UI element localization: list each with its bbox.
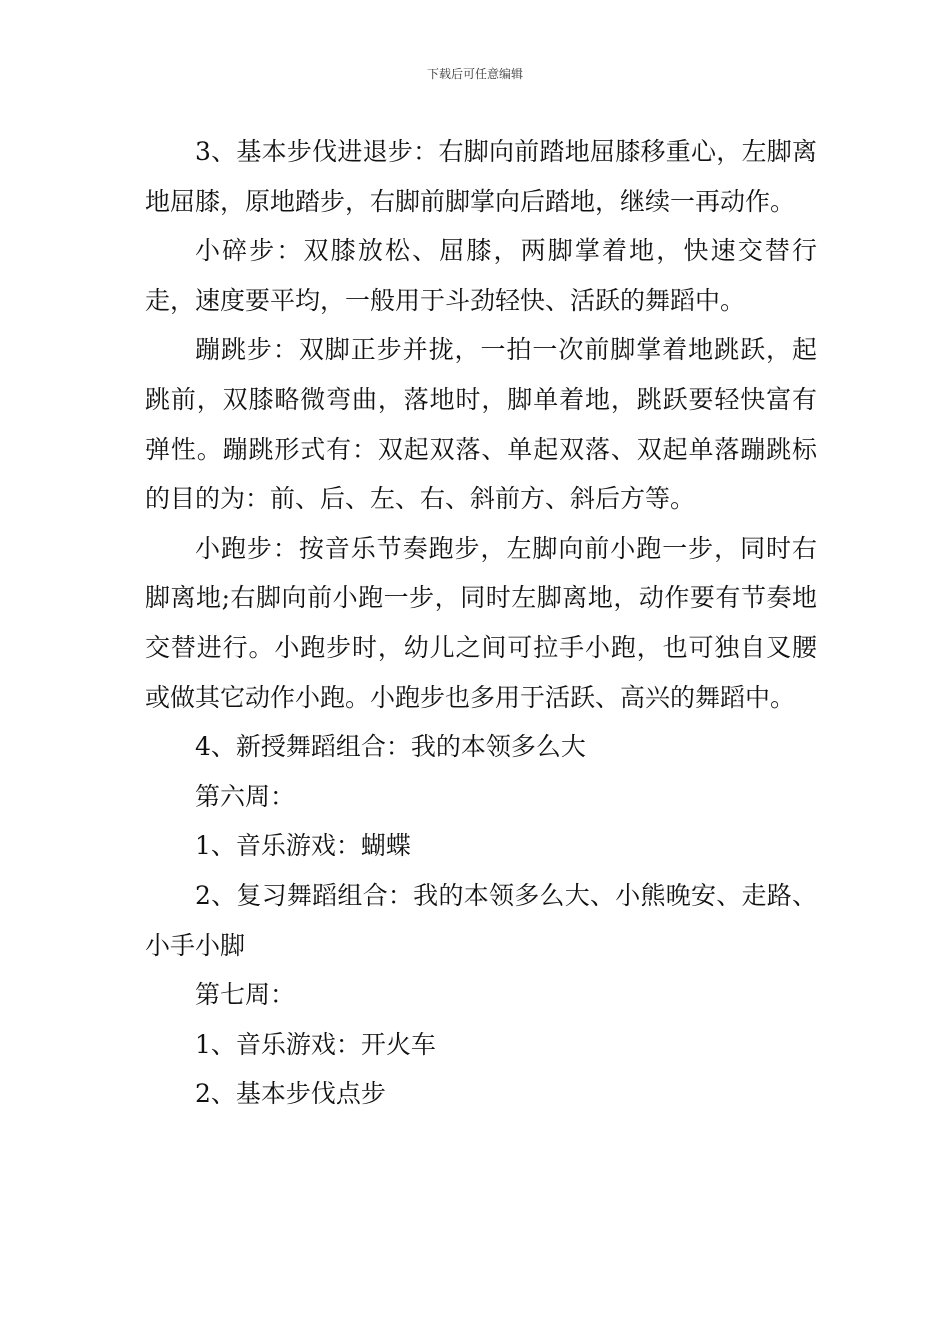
paragraph-new-combo: 4、新授舞蹈组合：我的本领多么大 (195, 732, 586, 762)
list-item-music-game-butterfly: 1、音乐游戏：蝴蝶 (195, 831, 411, 861)
paragraph-run-step: 小跑步：按音乐节奏跑步，左脚向前小跑一步，同时右脚离地;右脚向前小跑一步，同时左脚离地，动作要有节奏地交替进行。小跑步时，幼儿之间可拉手小跑，也可独自叉腰或做其它动作小跑。小跑步也多用于活跃、高兴的舞蹈中。 (145, 533, 817, 712)
heading-week-six: 第六周： (195, 781, 296, 811)
list-item-music-game-train: 1、音乐游戏：开火车 (195, 1029, 436, 1059)
paragraph-jump-step: 蹦跳步：双脚正步并拢，一拍一次前脚掌着地跳跃，起跳前，双膝略微弯曲，落地时，脚单着地，跳跃要轻快富有弹性。蹦跳形式有：双起双落、单起双落、双起单落蹦跳标的目的为：前、后、左、右、斜前方、斜后方等。 (145, 335, 817, 514)
document-body (145, 127, 817, 1119)
paragraph-basic-step: 3、基本步伐进退步：右脚向前踏地屈膝移重心，左脚离地屈膝，原地踏步，右脚前脚掌向后踏地，继续一再动作。 (145, 137, 817, 216)
page-header: 下载后可任意编辑 (426, 67, 523, 81)
list-item-point-step: 2、基本步伐点步 (195, 1079, 386, 1109)
list-item-review-combo: 2、复习舞蹈组合：我的本领多么大、小熊晚安、走路、小手小脚 (145, 880, 817, 960)
heading-week-seven: 第七周： (195, 980, 296, 1010)
paragraph-small-step: 小碎步：双膝放松、屈膝，两脚掌着地，快速交替行走，速度要平均，一般用于斗劲轻快、活跃的舞蹈中。 (145, 236, 817, 315)
